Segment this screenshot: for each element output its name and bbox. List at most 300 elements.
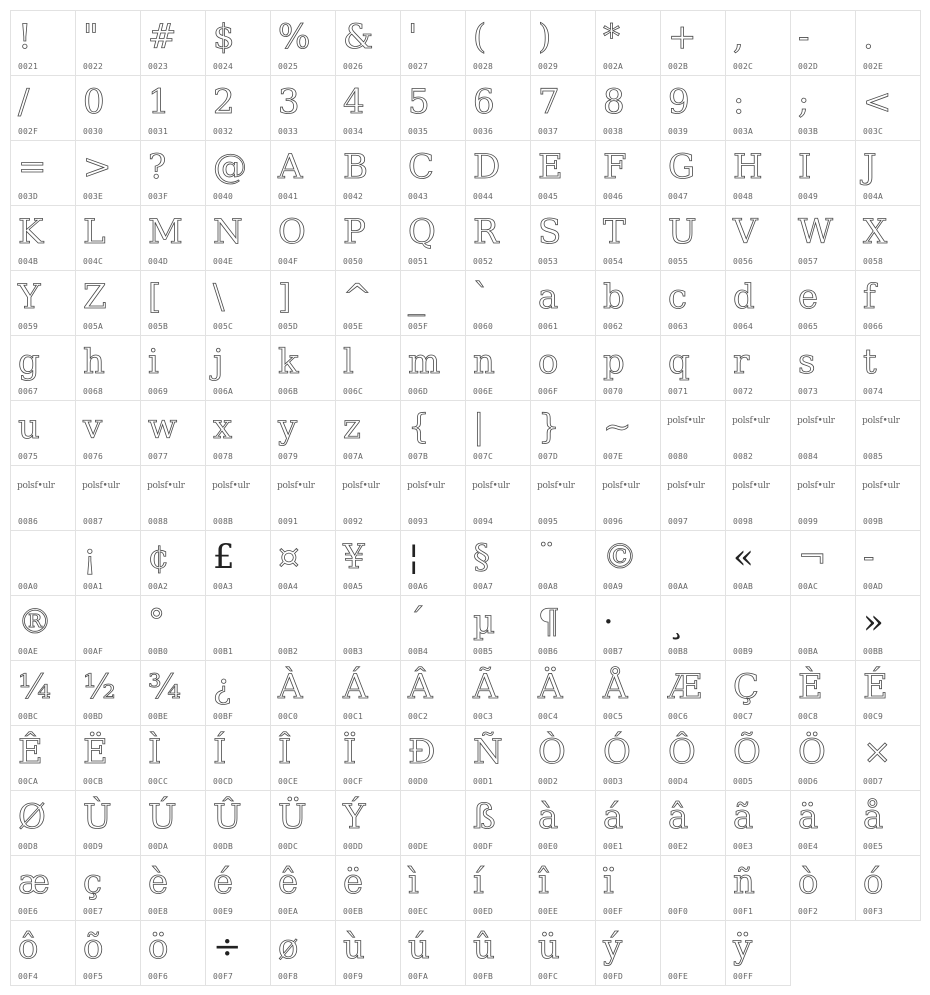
glyph-cell xyxy=(401,726,466,791)
glyph-cell xyxy=(531,401,596,466)
glyph-cell xyxy=(661,531,726,596)
glyph-cell xyxy=(76,596,141,661)
glyph-codepoint: 00BF xyxy=(213,712,234,721)
glyph-cell xyxy=(206,401,271,466)
glyph-sample: > xyxy=(83,147,112,187)
glyph-sample: X xyxy=(863,212,888,252)
glyph-codepoint: 00D6 xyxy=(798,777,819,786)
glyph-sample: å xyxy=(863,797,884,837)
glyph-cell xyxy=(856,76,921,141)
glyph-sample: < xyxy=(863,82,892,122)
glyph-sample: | xyxy=(473,407,485,447)
glyph-cell xyxy=(791,271,856,336)
glyph-cell xyxy=(336,921,401,986)
glyph-codepoint: 00F9 xyxy=(343,972,364,981)
glyph-codepoint: 00E2 xyxy=(668,842,689,851)
glyph-codepoint: 007E xyxy=(603,452,624,461)
glyph-codepoint: 00AA xyxy=(668,582,689,591)
glyph-cell xyxy=(76,76,141,141)
glyph-sample: 7 xyxy=(538,82,560,122)
glyph-sample: î xyxy=(538,862,549,902)
glyph-sample: ^ xyxy=(343,277,372,317)
glyph-cell xyxy=(856,336,921,401)
glyph-sample: Å xyxy=(603,667,628,707)
glyph-cell xyxy=(466,206,531,271)
glyph-codepoint: 00F3 xyxy=(863,907,884,916)
glyph-codepoint: 00B2 xyxy=(278,647,299,656)
glyph-sample: b xyxy=(603,277,625,317)
glyph-sample: M xyxy=(148,212,183,252)
glyph-codepoint: 002D xyxy=(798,62,819,71)
glyph-sample: Ú xyxy=(148,797,177,837)
glyph-codepoint: 00A7 xyxy=(473,582,494,591)
glyph-sample: ~ xyxy=(603,407,632,447)
glyph-codepoint: 005E xyxy=(343,322,364,331)
glyph-codepoint: 0055 xyxy=(668,257,689,266)
glyph-cell xyxy=(401,856,466,921)
glyph-cell xyxy=(11,921,76,986)
glyph-codepoint: 0069 xyxy=(148,387,169,396)
glyph-codepoint: 00B9 xyxy=(733,647,754,656)
glyph-codepoint: 0085 xyxy=(863,452,884,461)
glyph-sample: g xyxy=(18,342,40,382)
glyph-cell xyxy=(856,401,921,466)
glyph-sample: ) xyxy=(538,17,552,57)
glyph-cell xyxy=(76,336,141,401)
glyph-codepoint: 006D xyxy=(408,387,429,396)
glyph-codepoint: 005B xyxy=(148,322,169,331)
glyph-cell xyxy=(596,336,661,401)
glyph-codepoint: 0035 xyxy=(408,127,429,136)
glyph-sample: õ xyxy=(83,927,104,967)
glyph-codepoint: 00B1 xyxy=(213,647,234,656)
glyph-codepoint: 00AF xyxy=(83,647,104,656)
glyph-cell xyxy=(856,791,921,856)
glyph-sample: k xyxy=(278,342,299,382)
glyph-sample: à xyxy=(538,797,559,837)
glyph-codepoint: 0092 xyxy=(343,517,364,526)
glyph-cell xyxy=(271,726,336,791)
glyph-cell xyxy=(791,466,856,531)
glyph-codepoint: 0024 xyxy=(213,62,234,71)
glyph-cell xyxy=(271,856,336,921)
glyph-codepoint: 00D8 xyxy=(18,842,39,851)
glyph-sample: polsf•ulr xyxy=(667,481,705,491)
glyph-sample: l xyxy=(343,342,354,382)
glyph-sample: polsf•ulr xyxy=(17,481,55,491)
glyph-cell xyxy=(726,661,791,726)
glyph-cell xyxy=(11,336,76,401)
glyph-codepoint: 0056 xyxy=(733,257,754,266)
glyph-codepoint: 0097 xyxy=(668,517,689,526)
glyph-cell xyxy=(141,921,206,986)
glyph-cell xyxy=(726,531,791,596)
glyph-codepoint: 00A8 xyxy=(538,582,559,591)
glyph-sample: n xyxy=(473,342,495,382)
glyph-codepoint: 0053 xyxy=(538,257,559,266)
glyph-codepoint: 009B xyxy=(863,517,884,526)
glyph-sample: É xyxy=(863,667,888,707)
glyph-cell xyxy=(271,791,336,856)
glyph-codepoint: 00DA xyxy=(148,842,169,851)
glyph-sample: ý xyxy=(603,927,623,967)
glyph-sample: m xyxy=(408,342,441,382)
glyph-cell xyxy=(76,11,141,76)
glyph-cell xyxy=(466,76,531,141)
glyph-cell xyxy=(141,466,206,531)
glyph-sample: polsf•ulr xyxy=(732,416,770,426)
glyph-codepoint: 0084 xyxy=(798,452,819,461)
glyph-codepoint: 0082 xyxy=(733,452,754,461)
glyph-sample: = xyxy=(18,147,47,187)
glyph-cell xyxy=(141,11,206,76)
glyph-cell xyxy=(336,661,401,726)
glyph-cell xyxy=(11,271,76,336)
glyph-sample: ! xyxy=(18,17,32,57)
glyph-sample: ¿ xyxy=(213,667,232,707)
glyph-cell xyxy=(401,791,466,856)
glyph-sample: e xyxy=(798,277,819,317)
glyph-codepoint: 0041 xyxy=(278,192,299,201)
glyph-codepoint: 005D xyxy=(278,322,299,331)
glyph-cell xyxy=(76,856,141,921)
glyph-codepoint: 006A xyxy=(213,387,234,396)
glyph-cell xyxy=(11,531,76,596)
glyph-cell xyxy=(271,531,336,596)
glyph-sample: 6 xyxy=(473,82,495,122)
glyph-codepoint: 00A4 xyxy=(278,582,299,591)
glyph-cell xyxy=(661,206,726,271)
glyph-sample: Ö xyxy=(798,732,826,772)
glyph-cell xyxy=(791,856,856,921)
glyph-cell xyxy=(141,141,206,206)
glyph-cell xyxy=(726,791,791,856)
glyph-cell xyxy=(531,271,596,336)
glyph-codepoint: 00BD xyxy=(83,712,104,721)
glyph-cell xyxy=(661,336,726,401)
glyph-codepoint: 00B3 xyxy=(343,647,364,656)
glyph-grid xyxy=(10,10,921,986)
glyph-sample: v xyxy=(83,407,103,447)
glyph-sample: polsf•ulr xyxy=(797,416,835,426)
glyph-codepoint: 0075 xyxy=(18,452,39,461)
glyph-cell xyxy=(531,856,596,921)
glyph-cell xyxy=(531,531,596,596)
glyph-codepoint: 00C8 xyxy=(798,712,819,721)
glyph-codepoint: 0048 xyxy=(733,192,754,201)
glyph-sample: / xyxy=(18,82,30,122)
glyph-codepoint: 00FC xyxy=(538,972,559,981)
glyph-codepoint: 00C5 xyxy=(603,712,624,721)
glyph-cell xyxy=(466,856,531,921)
glyph-sample: E xyxy=(538,147,563,187)
glyph-codepoint: 0063 xyxy=(668,322,689,331)
glyph-codepoint: 00CE xyxy=(278,777,299,786)
glyph-cell xyxy=(466,726,531,791)
glyph-sample: ¤ xyxy=(278,537,300,577)
glyph-cell xyxy=(206,271,271,336)
glyph-cell xyxy=(531,11,596,76)
glyph-cell xyxy=(76,401,141,466)
glyph-cell xyxy=(76,531,141,596)
glyph-sample: polsf•ulr xyxy=(537,481,575,491)
glyph-sample: polsf•ulr xyxy=(82,481,120,491)
glyph-cell xyxy=(206,791,271,856)
glyph-cell xyxy=(466,401,531,466)
glyph-codepoint: 0098 xyxy=(733,517,754,526)
glyph-sample: polsf•ulr xyxy=(732,481,770,491)
glyph-sample: I xyxy=(798,147,812,187)
glyph-cell xyxy=(141,726,206,791)
glyph-codepoint: 004C xyxy=(83,257,104,266)
glyph-cell xyxy=(401,271,466,336)
glyph-codepoint: 00E6 xyxy=(18,907,39,916)
glyph-codepoint: 003F xyxy=(148,192,169,201)
glyph-cell xyxy=(726,726,791,791)
glyph-cell xyxy=(531,336,596,401)
glyph-codepoint: 00CA xyxy=(18,777,39,786)
glyph-codepoint: 0043 xyxy=(408,192,429,201)
glyph-sample: 9 xyxy=(668,82,690,122)
glyph-cell xyxy=(531,206,596,271)
glyph-codepoint: 0094 xyxy=(473,517,494,526)
glyph-cell xyxy=(76,271,141,336)
glyph-cell xyxy=(206,921,271,986)
glyph-sample: [ xyxy=(148,277,162,317)
glyph-codepoint: 00E5 xyxy=(863,842,884,851)
glyph-cell xyxy=(11,76,76,141)
glyph-codepoint: 002E xyxy=(863,62,884,71)
glyph-cell xyxy=(336,141,401,206)
glyph-sample: t xyxy=(863,342,877,382)
glyph-codepoint: 00FB xyxy=(473,972,494,981)
glyph-cell xyxy=(466,336,531,401)
glyph-codepoint: 00CF xyxy=(343,777,364,786)
glyph-cell xyxy=(271,271,336,336)
glyph-cell xyxy=(856,141,921,206)
glyph-codepoint: 00EC xyxy=(408,907,429,916)
glyph-cell xyxy=(11,206,76,271)
glyph-cell xyxy=(336,856,401,921)
glyph-cell xyxy=(856,531,921,596)
glyph-sample: Ë xyxy=(83,732,108,772)
glyph-cell xyxy=(401,76,466,141)
glyph-codepoint: 0050 xyxy=(343,257,364,266)
glyph-codepoint: 00B6 xyxy=(538,647,559,656)
glyph-cell xyxy=(596,271,661,336)
glyph-sample: ½ xyxy=(83,667,116,707)
glyph-codepoint: 00DF xyxy=(473,842,494,851)
glyph-codepoint: 0032 xyxy=(213,127,234,136)
glyph-sample: polsf•ulr xyxy=(862,416,900,426)
glyph-codepoint: 00DD xyxy=(343,842,364,851)
glyph-sample: 3 xyxy=(278,82,300,122)
glyph-sample: } xyxy=(538,407,560,447)
glyph-cell xyxy=(661,466,726,531)
glyph-codepoint: 004D xyxy=(148,257,169,266)
glyph-codepoint: 00FD xyxy=(603,972,624,981)
glyph-cell xyxy=(401,466,466,531)
glyph-cell xyxy=(11,726,76,791)
glyph-cell xyxy=(401,596,466,661)
glyph-sample: x xyxy=(213,407,233,447)
glyph-codepoint: 0086 xyxy=(18,517,39,526)
glyph-cell xyxy=(206,466,271,531)
glyph-codepoint: 0031 xyxy=(148,127,169,136)
glyph-cell xyxy=(791,11,856,76)
glyph-cell xyxy=(466,141,531,206)
glyph-cell xyxy=(141,791,206,856)
glyph-cell xyxy=(466,11,531,76)
glyph-sample: polsf•ulr xyxy=(342,481,380,491)
glyph-cell xyxy=(401,11,466,76)
glyph-sample: Ç xyxy=(733,667,760,707)
glyph-codepoint: 0022 xyxy=(83,62,104,71)
glyph-sample: i xyxy=(148,342,159,382)
glyph-cell xyxy=(271,401,336,466)
glyph-codepoint: 004E xyxy=(213,257,234,266)
glyph-codepoint: 0039 xyxy=(668,127,689,136)
glyph-sample: o xyxy=(538,342,559,382)
glyph-cell xyxy=(856,271,921,336)
glyph-codepoint: 003C xyxy=(863,127,884,136)
glyph-cell xyxy=(206,206,271,271)
glyph-sample: Ê xyxy=(18,732,43,772)
glyph-cell xyxy=(596,596,661,661)
glyph-cell xyxy=(856,11,921,76)
glyph-sample: · xyxy=(603,602,614,642)
glyph-sample: N xyxy=(213,212,243,252)
glyph-sample: ç xyxy=(83,862,103,902)
glyph-codepoint: 00F5 xyxy=(83,972,104,981)
glyph-sample: polsf•ulr xyxy=(472,481,510,491)
glyph-sample: ` xyxy=(473,277,490,317)
glyph-cell xyxy=(141,401,206,466)
glyph-codepoint: 002F xyxy=(18,127,39,136)
glyph-cell xyxy=(206,141,271,206)
glyph-sample: * xyxy=(603,17,620,57)
glyph-sample: Ø xyxy=(18,797,46,837)
glyph-cell xyxy=(466,271,531,336)
glyph-codepoint: 0054 xyxy=(603,257,624,266)
glyph-cell xyxy=(76,206,141,271)
glyph-sample: q xyxy=(668,342,690,382)
glyph-codepoint: 006B xyxy=(278,387,299,396)
glyph-sample: ¢ xyxy=(148,537,170,577)
glyph-codepoint: 0047 xyxy=(668,192,689,201)
glyph-codepoint: 002A xyxy=(603,62,624,71)
glyph-cell xyxy=(856,206,921,271)
glyph-codepoint: 00EE xyxy=(538,907,559,916)
glyph-cell xyxy=(206,336,271,401)
glyph-sample: V xyxy=(733,212,758,252)
glyph-codepoint: 007D xyxy=(538,452,559,461)
glyph-cell xyxy=(271,206,336,271)
glyph-codepoint: 00DB xyxy=(213,842,234,851)
glyph-codepoint: 004A xyxy=(863,192,884,201)
glyph-codepoint: 006E xyxy=(473,387,494,396)
glyph-sample: P xyxy=(343,212,366,252)
glyph-codepoint: 007A xyxy=(343,452,364,461)
glyph-sample: J xyxy=(863,147,877,187)
glyph-sample: ' xyxy=(408,17,418,57)
glyph-sample: » xyxy=(863,602,884,642)
glyph-sample: h xyxy=(83,342,105,382)
glyph-sample: polsf•ulr xyxy=(147,481,185,491)
glyph-codepoint: 00A0 xyxy=(18,582,39,591)
glyph-sample: ] xyxy=(278,277,292,317)
glyph-sample: Ù xyxy=(83,797,112,837)
glyph-codepoint: 00D7 xyxy=(863,777,884,786)
glyph-sample: y xyxy=(278,407,298,447)
glyph-codepoint: 0057 xyxy=(798,257,819,266)
glyph-codepoint: 0052 xyxy=(473,257,494,266)
glyph-sample: L xyxy=(83,212,106,252)
glyph-cell xyxy=(466,661,531,726)
glyph-codepoint: 00D3 xyxy=(603,777,624,786)
glyph-cell xyxy=(726,921,791,986)
glyph-sample: ñ xyxy=(733,862,755,902)
glyph-cell xyxy=(531,466,596,531)
glyph-sample: ó xyxy=(863,862,884,902)
glyph-sample: j xyxy=(213,342,224,382)
glyph-sample: Ð xyxy=(408,732,436,772)
glyph-cell xyxy=(791,791,856,856)
glyph-cell xyxy=(271,76,336,141)
glyph-sample: ã xyxy=(733,797,754,837)
glyph-cell xyxy=(596,401,661,466)
glyph-cell xyxy=(726,206,791,271)
glyph-codepoint: 0088 xyxy=(148,517,169,526)
glyph-sample: Ý xyxy=(343,797,366,837)
glyph-codepoint: 00BE xyxy=(148,712,169,721)
glyph-codepoint: 00F7 xyxy=(213,972,234,981)
glyph-cell xyxy=(596,76,661,141)
glyph-sample: â xyxy=(668,797,689,837)
glyph-codepoint: 00F4 xyxy=(18,972,39,981)
glyph-codepoint: 0072 xyxy=(733,387,754,396)
glyph-sample: polsf•ulr xyxy=(797,481,835,491)
glyph-cell xyxy=(336,531,401,596)
glyph-cell xyxy=(856,596,921,661)
glyph-sample: ä xyxy=(798,797,819,837)
glyph-cell xyxy=(401,141,466,206)
glyph-cell xyxy=(336,76,401,141)
glyph-codepoint: 00A1 xyxy=(83,582,104,591)
glyph-cell xyxy=(726,401,791,466)
glyph-cell xyxy=(141,206,206,271)
glyph-codepoint: 00E8 xyxy=(148,907,169,916)
glyph-codepoint: 0040 xyxy=(213,192,234,201)
glyph-sample: ë xyxy=(343,862,364,902)
glyph-sample: ® xyxy=(18,602,52,642)
glyph-codepoint: 00FF xyxy=(733,972,754,981)
glyph-codepoint: 00C9 xyxy=(863,712,884,721)
glyph-sample: % xyxy=(278,17,311,57)
glyph-codepoint: 006F xyxy=(538,387,559,396)
glyph-codepoint: 0060 xyxy=(473,322,494,331)
glyph-codepoint: 00AC xyxy=(798,582,819,591)
glyph-sample: ¬ xyxy=(798,537,827,577)
glyph-sample: 8 xyxy=(603,82,625,122)
glyph-sample: R xyxy=(473,212,499,252)
glyph-cell xyxy=(141,596,206,661)
glyph-codepoint: 0025 xyxy=(278,62,299,71)
glyph-codepoint: 00E9 xyxy=(213,907,234,916)
glyph-codepoint: 00A5 xyxy=(343,582,364,591)
glyph-codepoint: 00A6 xyxy=(408,582,429,591)
glyph-sample: \ xyxy=(213,277,225,317)
